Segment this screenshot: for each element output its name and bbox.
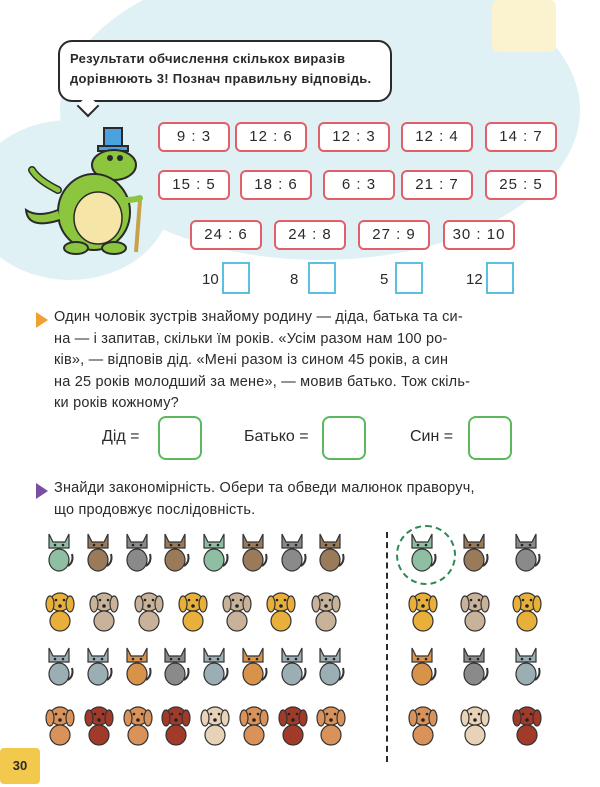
- cat-figure: [81, 642, 115, 691]
- expression-box: 15 : 5: [158, 170, 230, 200]
- dog-figure: [313, 702, 349, 751]
- puzzle-piece-decoration: [492, 0, 556, 52]
- task3-text: [54, 478, 574, 521]
- expression-box: 12 : 4: [401, 122, 473, 152]
- answer-checkbox-12[interactable]: [486, 262, 514, 294]
- answer-checkbox-8[interactable]: [308, 262, 336, 294]
- dog-figure: [308, 588, 344, 637]
- dinosaur-mascot-icon: [18, 120, 158, 270]
- task-marker-icon: [36, 312, 48, 328]
- dog-option[interactable]: [509, 702, 545, 751]
- task3-line-1: Знайди закономірність. Обери та обведи малюнок праворуч,: [54, 480, 475, 496]
- speech-bubble: [58, 40, 392, 102]
- cat-figure: [275, 642, 309, 691]
- answer-label-8: 8: [290, 271, 299, 288]
- grandfather-label: Дід =: [102, 428, 140, 445]
- dog-option[interactable]: [457, 702, 493, 751]
- cat-figure: [275, 528, 309, 577]
- cat-figure: [236, 528, 270, 577]
- cat-figure: [197, 528, 231, 577]
- expression-box: 14 : 7: [485, 122, 557, 152]
- father-label: Батько =: [244, 428, 309, 445]
- expression-box: 25 : 5: [485, 170, 557, 200]
- dog-figure: [131, 588, 167, 637]
- cat-figure: [158, 528, 192, 577]
- page-number: 30: [0, 748, 40, 784]
- cat-option[interactable]: [405, 642, 439, 691]
- dog-figure: [263, 588, 299, 637]
- cat-figure: [313, 528, 347, 577]
- dog-figure: [42, 588, 78, 637]
- dog-figure: [175, 588, 211, 637]
- answer-label-12: 12: [466, 271, 483, 288]
- bubble-line-2: дорівнюють 3! Познач правильну відповідь.: [70, 71, 372, 86]
- answer-checkbox-10[interactable]: [222, 262, 250, 294]
- son-label: Син =: [410, 428, 454, 445]
- bubble-line-1: Результати обчислення скількох виразів: [70, 51, 346, 66]
- task2-line: Один чоловік зустрів знайому родину — діда, батька та си-: [54, 309, 463, 325]
- cat-option[interactable]: [457, 528, 491, 577]
- grandfather-answer-box[interactable]: [158, 416, 202, 460]
- cat-option[interactable]: [457, 642, 491, 691]
- task2-text: [54, 307, 564, 415]
- expression-box: 12 : 6: [235, 122, 307, 152]
- father-answer-box[interactable]: [322, 416, 366, 460]
- dog-figure: [42, 702, 78, 751]
- cat-figure: [81, 528, 115, 577]
- task2-line: на 25 років молодший за мене», — мовив батько. Тож скіль-: [54, 373, 471, 390]
- expression-box: 9 : 3: [158, 122, 230, 152]
- dog-option[interactable]: [405, 702, 441, 751]
- expression-box: 30 : 10: [443, 220, 515, 250]
- dog-option[interactable]: [405, 588, 441, 637]
- dog-option[interactable]: [509, 588, 545, 637]
- cat-option[interactable]: [509, 528, 543, 577]
- expression-box: 27 : 9: [358, 220, 430, 250]
- cat-option[interactable]: [509, 642, 543, 691]
- dog-figure: [120, 702, 156, 751]
- dog-figure: [86, 588, 122, 637]
- cat-figure: [120, 642, 154, 691]
- cat-figure: [158, 642, 192, 691]
- cat-figure: [120, 528, 154, 577]
- task-marker-icon: [36, 483, 48, 499]
- cat-figure: [197, 642, 231, 691]
- cat-figure: [42, 528, 76, 577]
- dog-figure: [158, 702, 194, 751]
- expression-box: 12 : 3: [318, 122, 390, 152]
- dog-figure: [219, 588, 255, 637]
- son-answer-box[interactable]: [468, 416, 512, 460]
- expression-box: 24 : 8: [274, 220, 346, 250]
- task2-line: ки років кожному?: [54, 395, 179, 411]
- dog-figure: [81, 702, 117, 751]
- task2-line: ків», — відповів дід. «Мені разом із сином 45 років, а син: [54, 352, 449, 368]
- expression-box: 18 : 6: [240, 170, 312, 200]
- dog-figure: [236, 702, 272, 751]
- answer-checkbox-5[interactable]: [395, 262, 423, 294]
- cat-figure: [236, 642, 270, 691]
- expression-box: 24 : 6: [190, 220, 262, 250]
- answer-label-5: 5: [380, 271, 389, 288]
- cat-figure: [313, 642, 347, 691]
- cat-option[interactable]: [405, 528, 439, 577]
- task3-line-2: що продовжує послідовність.: [54, 501, 256, 518]
- expression-box: 6 : 3: [323, 170, 395, 200]
- dog-figure: [275, 702, 311, 751]
- cat-figure: [42, 642, 76, 691]
- dog-option[interactable]: [457, 588, 493, 637]
- expression-box: 21 : 7: [401, 170, 473, 200]
- task2-line: на — і запитав, скільки їм років. «Усім разом нам 100 ро-: [54, 330, 448, 347]
- answer-label-10: 10: [202, 271, 219, 288]
- dashed-divider: [386, 532, 388, 762]
- dog-figure: [197, 702, 233, 751]
